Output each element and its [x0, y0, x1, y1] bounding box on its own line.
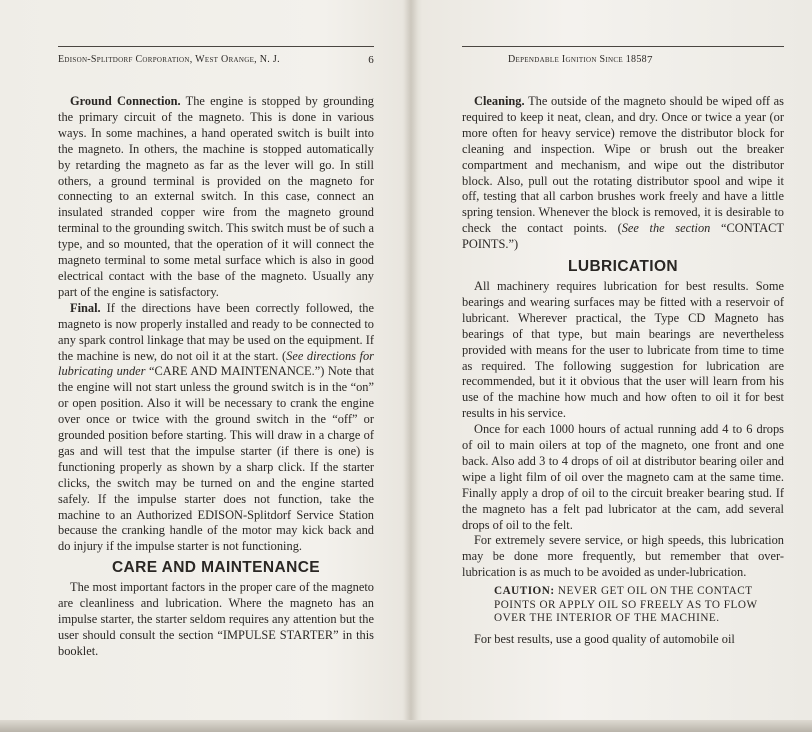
page-number: 7	[646, 54, 653, 66]
paragraph-text: “CONTACT POINTS.”)	[462, 221, 784, 252]
page-bottom-edge	[0, 720, 812, 732]
section-heading-care: CARE AND MAINTENANCE	[111, 559, 321, 577]
paragraph-text: The engine is stopped by grounding the primary circuit of the magneto. This is done in various ways. In some machines, a hand operated switch is built into the magneto. In others, the machine is stopped automatically by retarding the magneto as far as the lever will go. In still others, a ground terminal is provided on the magneto for connecting to an external switch. In this case, connect an insulated stranded copper wire from the magneto ground terminal to the grounding switch. This switch must be of such a type, and so mounted, that the operation of it will connect the magneto terminal to some metal surface which is also in good electrical contact with the base of the magneto. Usually any part of the engine is satisfactory.	[58, 94, 374, 299]
right-page-header	[462, 46, 784, 66]
oil-recommendation-line: For best results, use a good quality of automobile oil	[474, 631, 735, 646]
right-page-body	[462, 94, 784, 648]
caution-text: NEVER GET OIL ON THE CONTACT POINTS OR APPLY OIL SO FREELY AS TO FLOW OVER THE INTERIOR OF THE MACHINE.	[494, 585, 758, 625]
italic-reference: See directions for lubricating under	[58, 348, 374, 379]
italic-reference: See the section	[621, 221, 711, 236]
cleaning-paragraph	[462, 94, 784, 253]
caution-notice	[494, 585, 762, 626]
lubrication-paragraph: For extremely severe service, or high speeds, this lubrication may be done more frequently, but remember that over-lubrication is as much to be avoided as under-lubrication.	[462, 533, 784, 580]
page-number: 6	[368, 54, 374, 66]
paragraph-lead: Ground Connection.	[70, 94, 181, 108]
running-head: Dependable Ignition Since 1858	[508, 54, 647, 65]
caution-label: CAUTION:	[494, 585, 555, 598]
ground-connection-paragraph	[58, 94, 374, 301]
section-heading-lubrication: LUBRICATION	[567, 258, 679, 276]
care-paragraph: The most important factors in the proper care of the magneto are cleanliness and lubrication. Where the magneto has an impulse starter, the starter seldom requires any attention but the user should consult the section “IMPULSE STARTER” in this booklet.	[58, 580, 374, 658]
paragraph-text: The outside of the magneto should be wiped off as required to keep it neat, clean, and dry. Once or twice a year (or more often for heavy service) remove the distributor block for cleaning and inspection. Wipe or brush out the breaker compartment and mechanism, and wipe out the distributor block. Also, pull out the rotating distributor spool and wipe it off, testing that all carbon brushes work freely and have a little spring tension. Whenever the block is removed, it is desirable to check the contact points. (	[462, 94, 784, 236]
left-page-header	[58, 46, 374, 66]
lubrication-paragraph: All machinery requires lubrication for best results. Some bearings and wearing surfaces may be fitted with a reservoir of lubricant. Wherever practical, the Type CD Magneto has bearings of that type, but main bearings are nevertheless provided with means for the user to lubricate from time to time as required. The following suggestion for lubrication are recommended, but it it obvious that the user will learn from his use of the machine how much and how often to oil it for best results in his service.	[462, 278, 784, 421]
paragraph-lead: Cleaning.	[474, 94, 525, 108]
paragraph-text: “CARE AND MAINTENANCE.”) Note that the engine will not start unless the ground switch is in the “on” or open position. Also it will be necessary to crank the engine over once or twice with the ground switch in the “off” or grounded position before starting. This will draw in a charge of gas and will test that the impulse starter (if there is one) is functioning properly as shown by a sharp click. If the starter clicks, the switch may be turned on and the engine started safely. If the impulse starter does not function, take the machine to an Authorized EDISON-Splitdorf Service Station because the cranking handle of the motor may kick back and do injury if the impulse starter is not functioning.	[58, 364, 375, 554]
left-page-body	[58, 94, 374, 660]
left-page	[58, 0, 374, 720]
paragraph-text: If the directions have been correctly followed, the magneto is now properly installed and ready to be connected to any spark control linkage that may be used on the equipment. If the machine is new, do not oil it at the start. (	[58, 300, 374, 363]
final-paragraph	[58, 301, 374, 556]
running-head: Edison-Splitdorf Corporation, West Orange, N. J.	[58, 54, 280, 65]
lubrication-paragraph: Once for each 1000 hours of actual running add 4 to 6 drops of oil to main oilers at top of the magneto, one front and one back. Also add 3 to 4 drops of oil at distributor bearing oiler and wipe a light film of oil over the magneto cam at the same time. Finally apply a drop of oil to the circuit breaker bearing stud. If the magneto has a felt pad lubricator at the cam, add several drops of oil to the felt.	[462, 422, 784, 532]
paragraph-lead: Final.	[70, 300, 101, 315]
right-page	[462, 0, 784, 720]
book-gutter	[404, 0, 418, 732]
